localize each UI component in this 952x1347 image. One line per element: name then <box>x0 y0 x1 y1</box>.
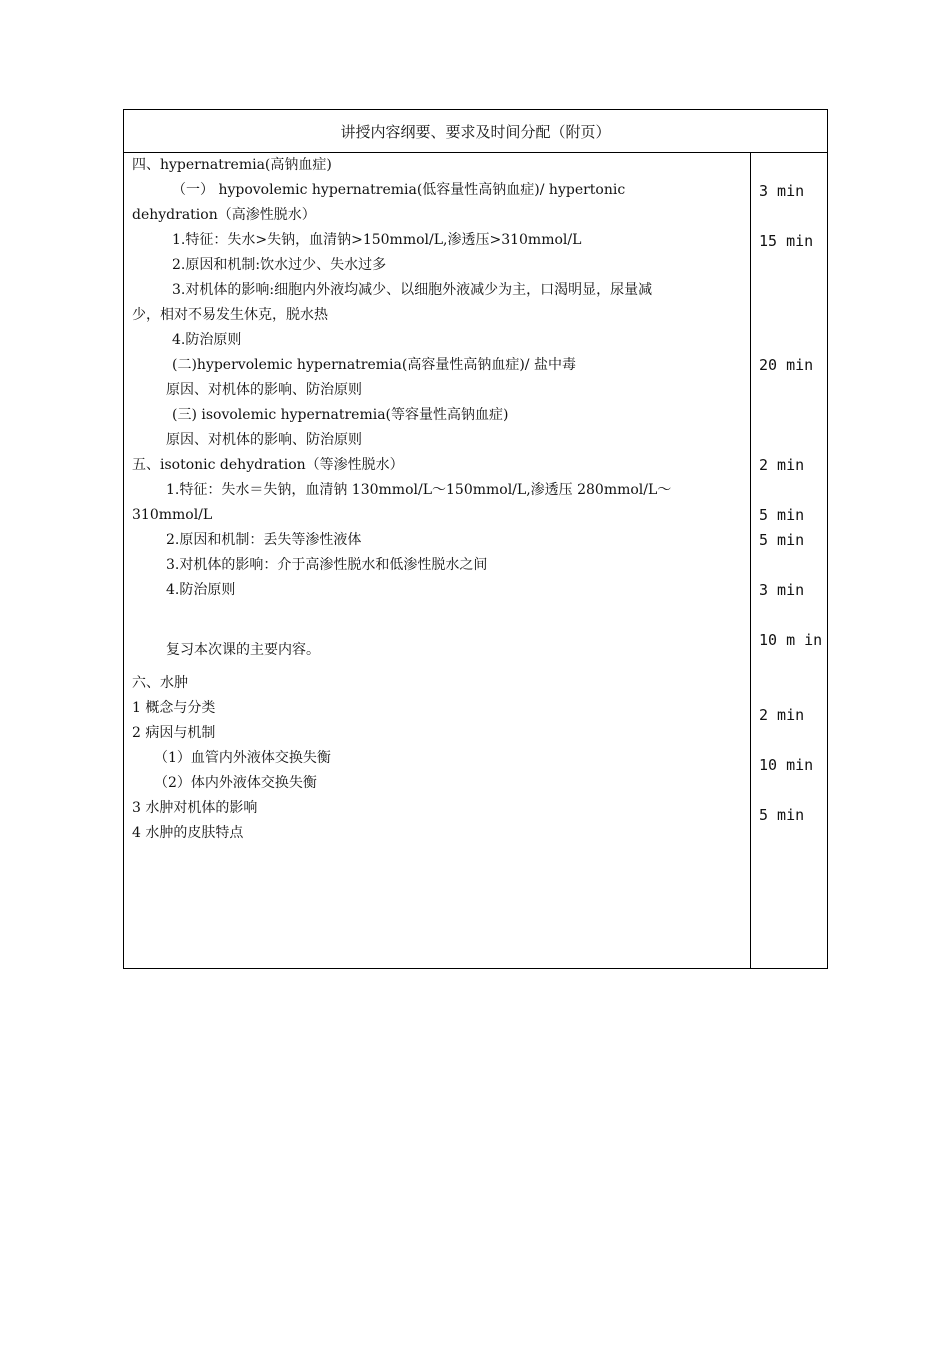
content-line: 310mmol/L <box>132 507 213 523</box>
content-line: 2.原因和机制：丢失等渗性液体 <box>166 532 362 548</box>
content-line: 4.防治原则 <box>172 332 242 348</box>
content-line: 五、isotonic dehydration（等渗性脱水） <box>132 457 404 473</box>
content-line: 1.特征：失水>失钠，血清钠>150mmol/L,渗透压>310mmol/L <box>172 232 582 248</box>
content-line: 原因、对机体的影响、防治原则 <box>166 432 362 448</box>
content-line: dehydration（高渗性脱水） <box>132 207 316 223</box>
time-allocation: 5 min <box>759 531 805 549</box>
content-line: （一） hypovolemic hypernatremia(低容量性高钠血症)/ hypertonic <box>172 182 626 198</box>
content-line: 4.防治原则 <box>166 582 236 598</box>
time-allocation: 15 min <box>759 232 814 250</box>
syllabus-table <box>123 109 828 969</box>
content-line: 3 水肿对机体的影响 <box>132 800 258 816</box>
content-line: 六、水肿 <box>132 675 188 691</box>
content-line: 复习本次课的主要内容。 <box>166 642 320 658</box>
time-allocation: 5 min <box>759 806 805 824</box>
content-line: 3.对机体的影响:细胞内外液均减少、以细胞外液减少为主，口渴明显，尿量减 <box>172 282 653 298</box>
content-line: 2 病因与机制 <box>132 725 216 741</box>
time-allocation: 2 min <box>759 706 805 724</box>
time-allocation: 3 min <box>759 581 805 599</box>
column-divider <box>750 153 751 968</box>
content-line: （2）体内外液体交换失衡 <box>154 775 317 791</box>
time-allocation: 5 min <box>759 506 805 524</box>
content-line: （1）血管内外液体交换失衡 <box>154 750 331 766</box>
time-allocation: 10 min <box>759 756 814 774</box>
content-line: 四、hypernatremia(高钠血症) <box>132 157 332 173</box>
content-line: 1 概念与分类 <box>132 700 216 716</box>
time-allocation: 2 min <box>759 456 805 474</box>
content-line: (三) isovolemic hypernatremia(等容量性高钠血症) <box>172 407 509 423</box>
content-line: 少，相对不易发生休克，脱水热 <box>132 307 328 323</box>
content-line: 3.对机体的影响：介于高渗性脱水和低渗性脱水之间 <box>166 557 488 573</box>
time-allocation: 20 min <box>759 356 814 374</box>
time-allocation: 10 m in <box>759 631 823 649</box>
content-line: (二)hypervolemic hypernatremia(高容量性高钠血症)/ 盐中毒 <box>172 357 576 373</box>
content-line: 2.原因和机制:饮水过少、失水过多 <box>172 257 387 273</box>
time-allocation: 3 min <box>759 182 805 200</box>
table-header: 讲授内容纲要、要求及时间分配（附页） <box>124 110 827 153</box>
content-line: 4 水肿的皮肤特点 <box>132 825 244 841</box>
content-line: 1.特征：失水＝失钠，血清钠 130mmol/L～150mmol/L,渗透压 280mmol/L～ <box>166 482 672 498</box>
content-line: 原因、对机体的影响、防治原则 <box>166 382 362 398</box>
